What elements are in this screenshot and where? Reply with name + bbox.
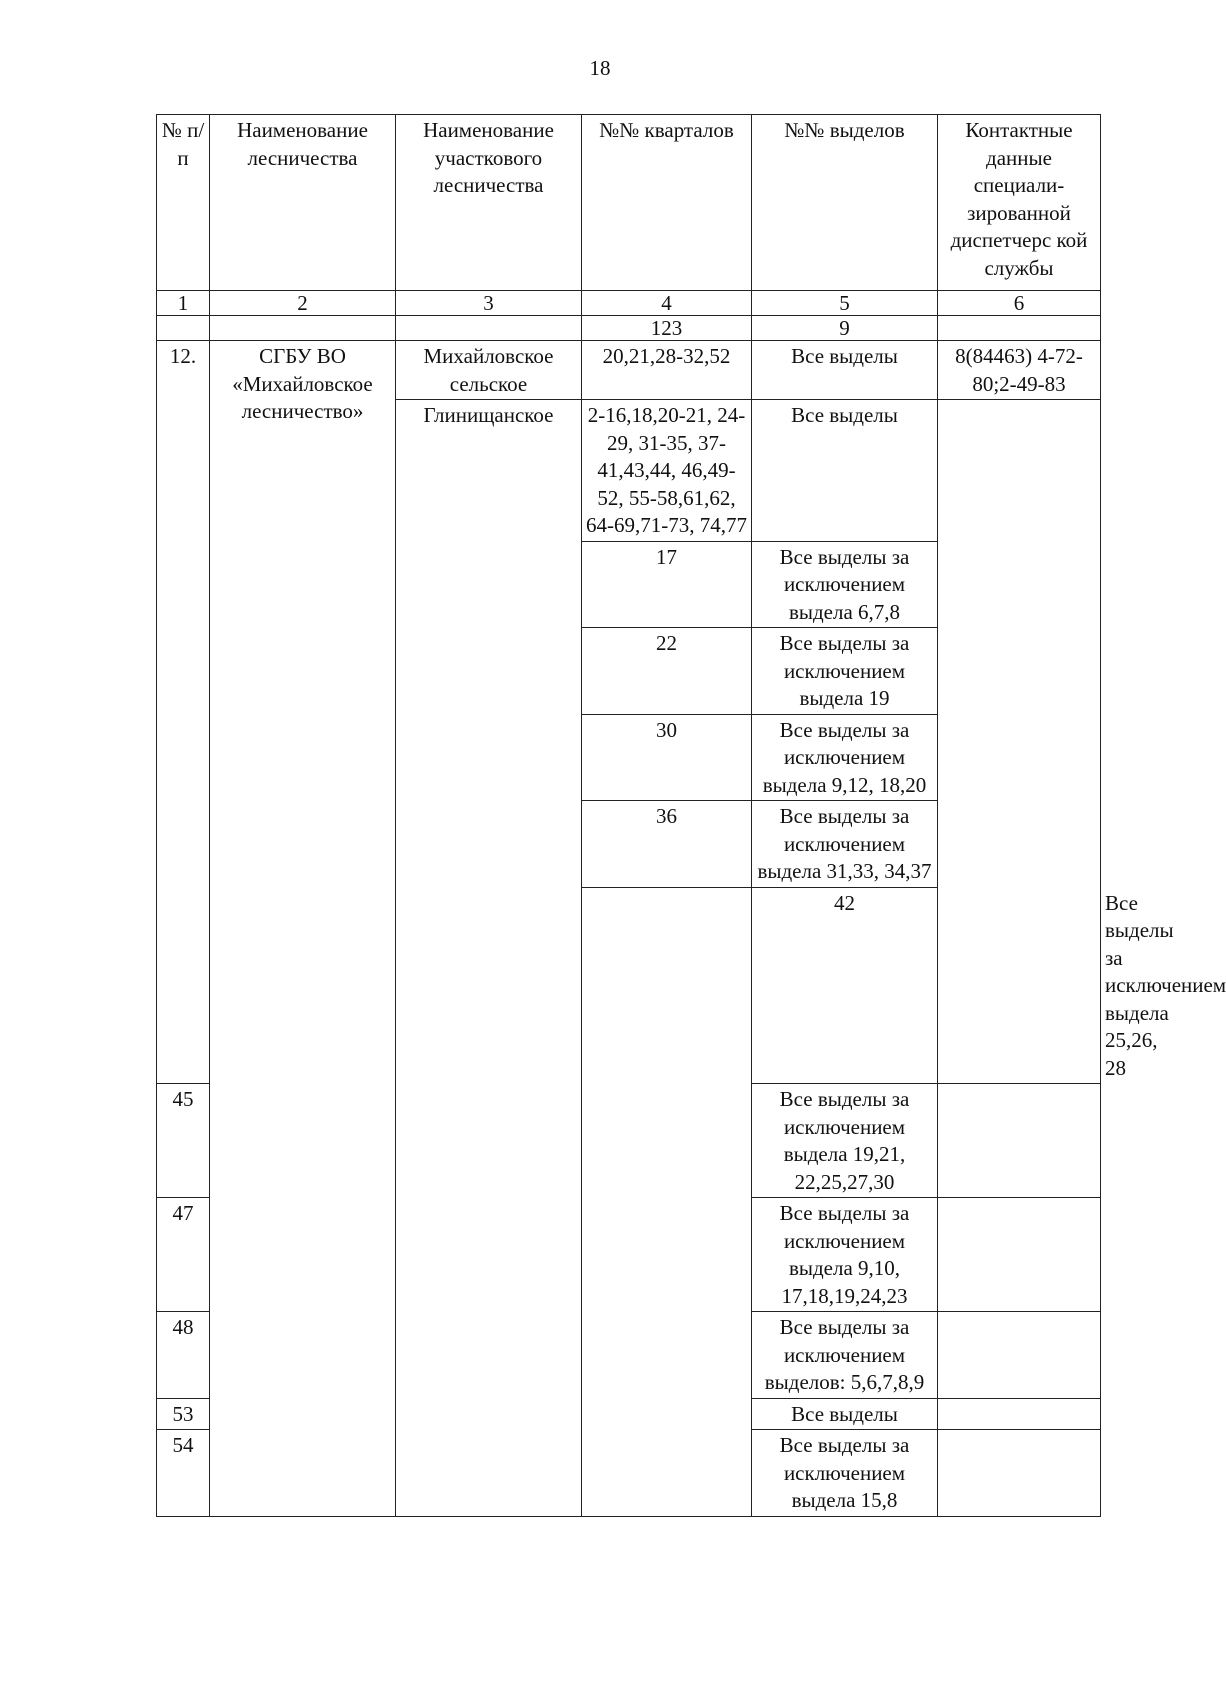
allotments-cell: Все выделы: [752, 400, 938, 542]
allotments-cell: Все выделы за исключением выдела 31,33, 34,37: [752, 801, 938, 888]
quarters-cell: 45: [157, 1084, 210, 1198]
contact-empty-cell: [938, 1430, 1101, 1517]
totals-empty-cell: [396, 316, 582, 341]
header-cell-allotments: №№ выделов: [752, 115, 938, 291]
quarters-cell: 36: [582, 801, 752, 888]
column-number: 5: [752, 291, 938, 316]
totals-empty-cell: [210, 316, 396, 341]
header-cell-sub-forestry: Наименование участкового лесничества: [396, 115, 582, 291]
quarters-cell: 17: [582, 541, 752, 628]
table-row: [157, 341, 1101, 400]
quarters-cell: 30: [582, 714, 752, 801]
quarters-cell: 20,21,28-32,52: [582, 341, 752, 400]
contact-empty-cell: [938, 1198, 1101, 1312]
allotments-cell: Все выделы за исключением выдела 6,7,8: [752, 541, 938, 628]
header-cell-forestry: Наименование лесничества: [210, 115, 396, 291]
quarters-cell: 47: [157, 1198, 210, 1312]
entry-number-empty-cell: [582, 887, 752, 1516]
contact-empty-cell: [938, 1312, 1101, 1399]
column-number: 2: [210, 291, 396, 316]
allotments-cell: Все выделы: [752, 341, 938, 400]
totals-allotments: 9: [752, 316, 938, 341]
contact-empty-cell: [938, 1398, 1101, 1430]
contact-empty-cell: [938, 400, 1101, 1084]
allotments-cell: Все выделы за исключением выдела 9,10, 17,18,19,24,23: [752, 1198, 938, 1312]
quarters-cell: 2-16,18,20-21, 24-29, 31-35, 37-41,43,44, 46,49-52, 55-58,61,62, 64-69,71-73, 74,77: [582, 400, 752, 542]
entry-number: 12.: [157, 341, 210, 1084]
quarters-cell: 42: [752, 887, 938, 1084]
totals-empty-cell: [157, 316, 210, 341]
totals-quarters: 123: [582, 316, 752, 341]
allotments-cell: Все выделы: [752, 1398, 938, 1430]
sub-forestry-name: Глинищанское: [396, 400, 582, 1517]
column-number: 4: [582, 291, 752, 316]
totals-row: [157, 316, 1101, 341]
header-cell-contact: Контактные данные специали- зированной диспетчерс кой службы: [938, 115, 1101, 291]
header-row: [157, 115, 1101, 291]
quarters-cell: 48: [157, 1312, 210, 1399]
forestry-table: [156, 114, 1226, 1517]
allotments-cell: Все выделы за исключением выдела 19: [752, 628, 938, 715]
column-number-row: [157, 291, 1101, 316]
column-number: 3: [396, 291, 582, 316]
contact-cell: 8(84463) 4-72-80;2-49-83: [938, 341, 1101, 400]
totals-empty-cell: [938, 316, 1101, 341]
table-row: 42 Все выделы за исключением выдела 25,26, 28: [157, 887, 1101, 1084]
quarters-cell: 54: [157, 1430, 210, 1517]
page-number: 18: [589, 56, 611, 80]
quarters-cell: 53: [157, 1398, 210, 1430]
contact-empty-cell: [938, 1084, 1101, 1198]
forestry-name: СГБУ ВО «Михайловское лесничество»: [210, 341, 396, 1517]
allotments-cell: Все выделы за исключением выдела 15,8: [752, 1430, 938, 1517]
header-cell-quarters: №№ кварталов: [582, 115, 752, 291]
header-cell-number: № п/п: [157, 115, 210, 291]
column-number: 1: [157, 291, 210, 316]
allotments-cell: Все выделы за исключением выдела 9,12, 18,20: [752, 714, 938, 801]
sub-forestry-name: Михайловское сельское: [396, 341, 582, 400]
quarters-cell: 22: [582, 628, 752, 715]
column-number: 6: [938, 291, 1101, 316]
allotments-cell: Все выделы за исключением выдела 19,21, 22,25,27,30: [752, 1084, 938, 1198]
allotments-cell: Все выделы за исключением выделов: 5,6,7,8,9: [752, 1312, 938, 1399]
